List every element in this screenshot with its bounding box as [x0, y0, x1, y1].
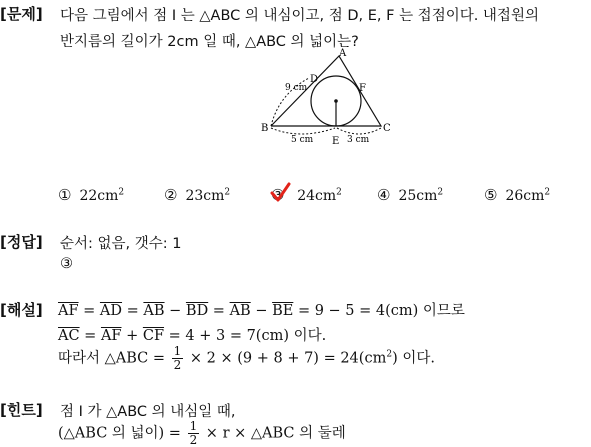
point-b-label: B	[261, 123, 269, 134]
point-c-label: C	[383, 123, 391, 134]
point-f-label: F	[359, 83, 366, 94]
answer-label: [정답]	[0, 233, 43, 251]
point-a-label: A	[339, 48, 347, 59]
problem-line-1: 다음 그림에서 점 I 는 △ABC 의 내심이고, 점 D, E, F 는 접점이다. 내접원의	[60, 8, 539, 24]
problem-line-2: 반지름의 길이가 2cm 일 때, △ABC 의 넓이는?	[60, 34, 359, 50]
hint-line-2: (△ABC 의 넓이) = $\frac{1}{2}$ × r × △ABC 의 둘레	[58, 419, 346, 447]
problem-label: [문제]	[0, 5, 43, 23]
fraction-one-half: $\frac{1}{2}$	[173, 344, 182, 372]
answer-line-2: ③	[60, 256, 73, 272]
hint-label: [힌트]	[0, 401, 43, 419]
fraction-one-half: $\frac{1}{2}$	[189, 419, 198, 447]
length-ec-label: 3 cm	[347, 135, 370, 145]
triangle-incircle-figure	[255, 48, 395, 148]
length-be-label: 5 cm	[291, 135, 314, 145]
point-d-label: D	[310, 74, 319, 85]
point-e-label: E	[332, 136, 340, 147]
hint-line-1: 점 I 가 △ABC 의 내심일 때,	[60, 404, 236, 420]
answer-line-1: 순서: 없음, 갯수: 1	[60, 236, 182, 252]
explanation-line-2: $\overline{AC} = \overline{AF} + \overline{CF} = 4 + 3 = 7(cm)$ 이다.	[58, 328, 327, 344]
choice-3[interactable]: ③ $24cm^2$	[271, 186, 342, 204]
check-mark-icon	[269, 182, 291, 204]
explanation-label: [해설]	[0, 301, 43, 319]
choice-1[interactable]: ① $22cm^2$	[58, 186, 125, 204]
explanation-line-1: $\overline{AF} = \overline{AD} = \overline{AB} - \overline{BD} = \overline{AB} - \overline{BE} = 9 - 5 = 4(cm)$ 이므로	[58, 303, 465, 319]
choice-2[interactable]: ② $23cm^2$	[164, 186, 231, 204]
length-bd-label: 9 cm	[285, 83, 308, 93]
choice-5[interactable]: ⑤ $26cm^2$	[484, 186, 551, 204]
choice-4[interactable]: ④ $25cm^2$	[377, 186, 444, 204]
explanation-line-3: 따라서 △ABC = $\frac{1}{2}$ × $2 \times (9 + 8 + 7) = 24(cm^2)$ 이다.	[58, 344, 435, 372]
